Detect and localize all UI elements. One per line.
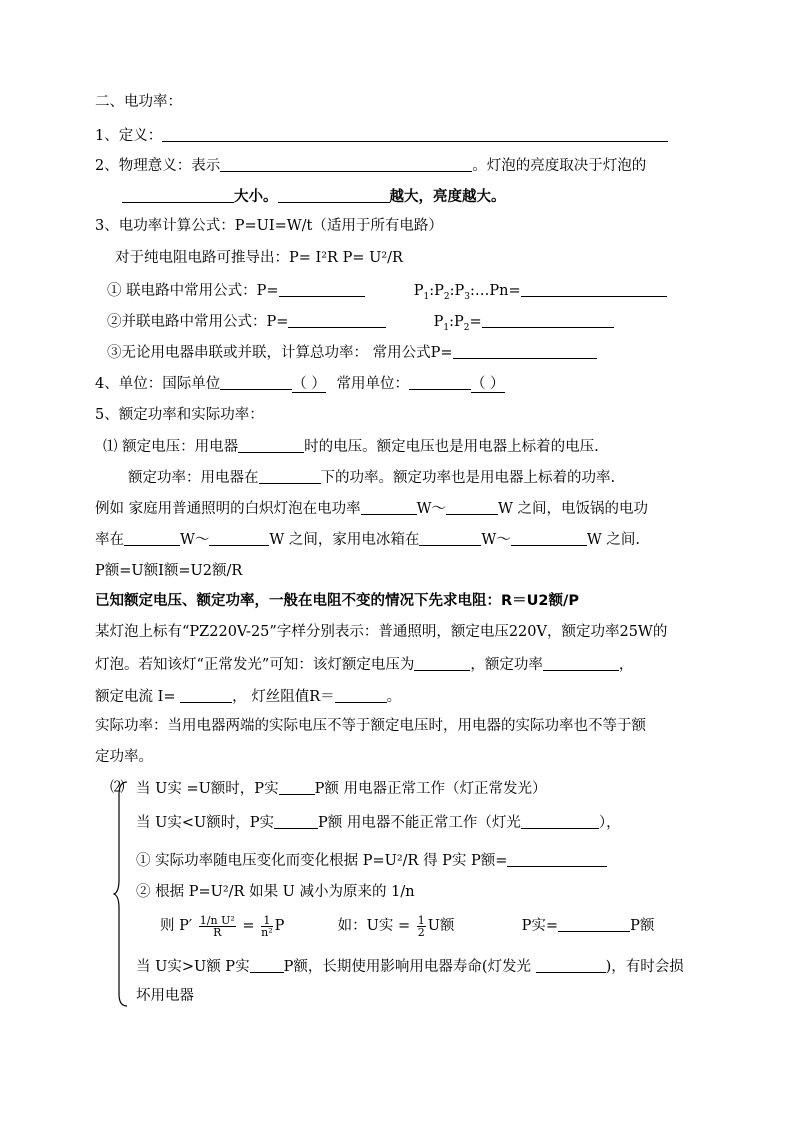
pz-comma: ， — [618, 657, 634, 673]
pz-rated-voltage-blank[interactable] — [414, 654, 470, 671]
u-rated: U额 — [427, 918, 455, 934]
unit-paren-1[interactable]: （ ） — [292, 376, 326, 392]
example2-unit-2: W 之间，家用电冰箱在 — [269, 532, 420, 548]
p-symbol: P — [274, 918, 285, 934]
pz-resistance-blank[interactable] — [335, 686, 387, 703]
rated-power-line — [128, 467, 615, 488]
rated-power-text: 下的功率。额定功率也是用电器上标着的功率. — [320, 470, 616, 486]
case-equal-label: 当 U实 =U额时，P实 — [136, 781, 279, 797]
example2-blank-3[interactable] — [419, 529, 481, 546]
series-label: ① 联电路中常用公式：P= — [107, 283, 279, 299]
brightness-blank-1[interactable] — [122, 186, 234, 203]
case-equal-blank[interactable] — [279, 778, 315, 795]
example2-unit-1: W～ — [180, 532, 210, 548]
series-blank-2[interactable] — [521, 280, 667, 297]
example2-blank-1[interactable] — [124, 529, 180, 546]
example2-unit-3: W～ — [481, 532, 511, 548]
series-line — [107, 280, 667, 301]
example-u-actual: 如：U实 = — [337, 918, 411, 934]
pz-current-label: 额定电流 I= — [95, 689, 176, 705]
case-greater-label: 当 U实>U额 P实 — [136, 959, 250, 975]
pz-line-1: 某灯泡上标有“PZ220V-25”字样分别表示：普通照明，额定电压220V，额定功率25W的 — [95, 624, 668, 640]
brightness-text-1: 大小。 — [234, 189, 278, 205]
case-less-line — [136, 812, 621, 833]
actual-line-1: 实际功率：当用电器两端的实际电压不等于额定电压时，用电器的实际功率也不等于额 — [95, 718, 646, 734]
case-greater-text: P额，长期使用影响用电器寿命(灯发光 — [283, 959, 531, 975]
meaning-label: 2、物理意义：表示 — [95, 158, 221, 174]
brightness-line — [122, 186, 506, 207]
case-less-blank-1[interactable] — [274, 812, 318, 829]
example2-label: 率在 — [95, 532, 124, 548]
meaning-text: 。灯泡的亮度取决于灯泡的 — [472, 158, 647, 174]
case-greater-blank-1[interactable] — [250, 956, 284, 973]
case-formula-line — [160, 912, 654, 940]
fraction-u2-r: $\frac{\text{1/n U²}}{R}$ — [199, 913, 235, 939]
parallel-line — [107, 311, 614, 332]
unit-label: 4、单位：国际单位 — [95, 376, 221, 392]
pz-line-2 — [95, 654, 633, 675]
p-prime: 则 P′ — [160, 918, 193, 934]
case-greater-blank-2[interactable] — [536, 956, 606, 973]
meaning-line — [95, 155, 646, 176]
rated-voltage-blank[interactable] — [238, 436, 304, 453]
example2-unit-4: W 之间. — [586, 532, 640, 548]
case-label: ⑵ — [110, 780, 125, 796]
example-line-1 — [95, 498, 648, 519]
case-less-text: P额 用电器不能正常工作（灯光 — [317, 815, 521, 831]
rated-formula: P额=U额I额=U2额/R — [95, 563, 243, 579]
actual-line-2: 定功率。 — [95, 749, 153, 765]
case-less-label: 当 U实<U额时，P实 — [136, 815, 274, 831]
unit-paren-2[interactable]: （ ） — [470, 376, 505, 392]
rated-power-label: 额定功率：用电器在 — [128, 470, 259, 486]
rated-voltage-text: 时的电压。额定电压也是用电器上标着的电压. — [304, 439, 599, 455]
total-power-label: ③无论用电器串联或并联，计算总功率： 常用公式P= — [107, 345, 453, 361]
example-label: 例如 家庭用普通照明的白炽灯泡在电功率 — [95, 501, 361, 517]
series-ratio: $P_1:P_2:P_3:\dots Pn=$ — [413, 283, 521, 302]
case-vary-blank[interactable] — [507, 850, 607, 867]
example-unit-1: W～ — [416, 501, 447, 517]
fraction-1-n2: $\frac{1}{\text{n²}}$ — [261, 913, 273, 939]
definition-line — [95, 125, 668, 146]
rated-voltage-line — [103, 436, 599, 457]
p-actual-blank[interactable] — [558, 915, 630, 932]
parallel-blank-2[interactable] — [482, 311, 614, 328]
case-reduce-line: ② 根据 P=U²/R 如果 U 减小为原来的 1/n — [136, 884, 415, 900]
case-less-end: ）， — [598, 815, 621, 831]
section-title: 二、电功率： — [95, 94, 182, 110]
total-power-blank[interactable] — [453, 342, 597, 359]
pz-rated-voltage-label: 灯泡。若知该灯“正常发光”可知：该灯额定电压为 — [95, 657, 415, 673]
brightness-blank-2[interactable] — [278, 186, 390, 203]
resistance-formula: 已知额定电压、额定功率，一般在电阻不变的情况下先求电阻：R＝U2额/P — [95, 593, 579, 609]
fraction-1-2: $\frac{1}{2}$ — [417, 913, 425, 939]
pz-rated-power-label: ，额定功率 — [470, 657, 543, 673]
rated-title: 5、额定功率和实际功率： — [95, 407, 264, 423]
pz-rated-power-blank[interactable] — [543, 654, 619, 671]
equals-sign: = — [242, 918, 255, 934]
parallel-label: ②并联电路中常用公式：P= — [107, 314, 289, 330]
series-blank-1[interactable] — [279, 280, 365, 297]
p-actual-label: P实= — [521, 918, 559, 934]
meaning-blank[interactable] — [220, 155, 472, 172]
example-unit-2: W 之间，电饭锅的电功 — [498, 501, 649, 517]
pure-resistor-line: 对于纯电阻电路可推导出：P= I²R P= U²/R — [115, 250, 403, 266]
example-blank-2[interactable] — [446, 498, 498, 515]
total-power-line — [107, 342, 597, 363]
pz-resistance-label: ， 灯丝阻值R＝ — [232, 689, 335, 705]
pz-period: 。 — [386, 689, 402, 705]
case-greater-line — [136, 956, 684, 977]
case-greater-end: )，有时会损 — [605, 959, 684, 975]
rated-voltage-label: ⑴ 额定电压：用电器 — [103, 439, 239, 455]
p-rated: P额 — [630, 918, 655, 934]
pz-current-blank[interactable] — [180, 686, 232, 703]
parallel-blank-1[interactable] — [288, 311, 386, 328]
rated-power-blank[interactable] — [259, 467, 321, 484]
common-unit-label: 常用单位： — [336, 376, 409, 392]
case-vary-line — [136, 850, 607, 871]
left-brace — [113, 780, 129, 1008]
unit-blank-2[interactable] — [409, 373, 471, 390]
formula-line: 3、电功率计算公式：P=UI=W/t（适用于所有电路） — [95, 218, 443, 234]
example-line-2 — [95, 529, 640, 550]
case-vary-text: ① 实际功率随电压变化而变化根据 P=U²/R 得 P实 P额= — [136, 853, 508, 869]
pz-line-3 — [95, 686, 401, 707]
case-damage-line: 坏用电器 — [136, 988, 194, 1004]
case-equal-text: P额 用电器正常工作（灯正常发光） — [314, 781, 547, 797]
example2-blank-2[interactable] — [209, 529, 269, 546]
example-blank-1[interactable] — [361, 498, 417, 515]
case-equal-line — [136, 778, 546, 799]
case-less-blank-2[interactable] — [521, 812, 599, 829]
unit-blank-1[interactable] — [220, 373, 292, 390]
brightness-text-2: 越大，亮度越大。 — [389, 189, 506, 205]
unit-line — [95, 373, 505, 394]
example2-blank-4[interactable] — [511, 529, 587, 546]
parallel-ratio: $P_1:P_2=$ — [433, 314, 482, 333]
definition-blank[interactable] — [162, 125, 668, 142]
definition-label: 1、定义： — [95, 128, 163, 144]
